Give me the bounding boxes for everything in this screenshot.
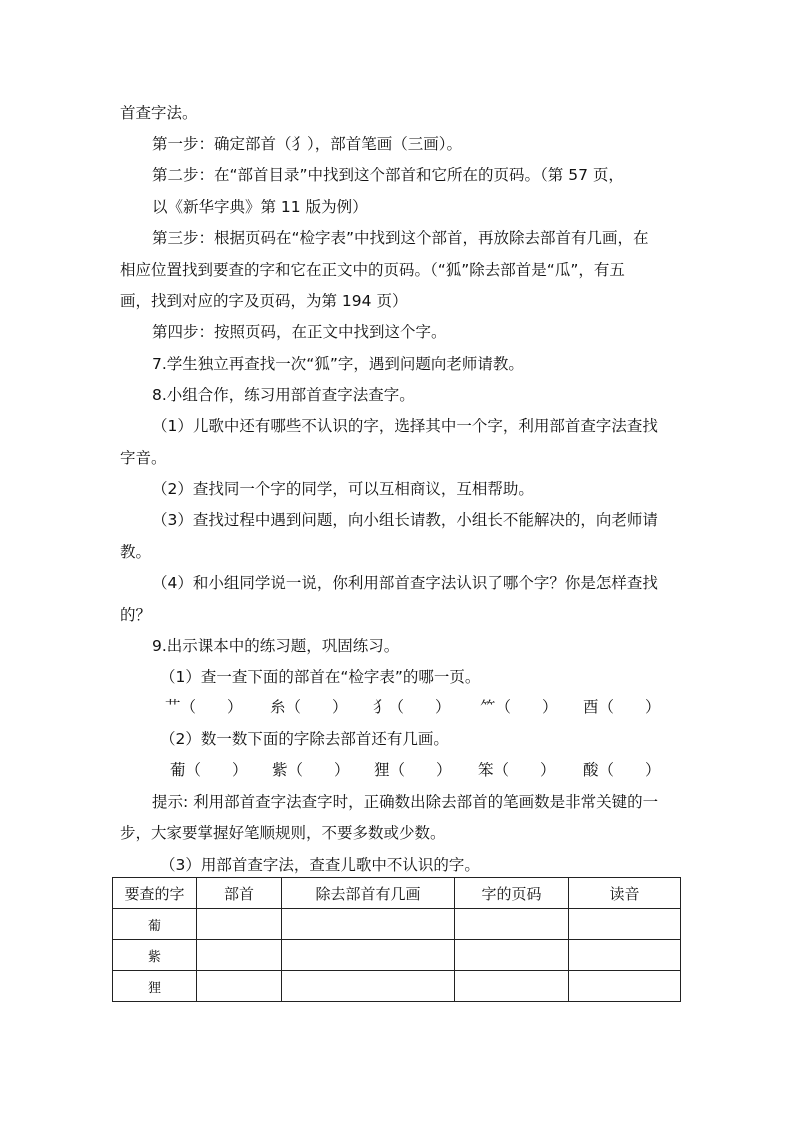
text-line: 首查字法。 — [120, 104, 198, 122]
item-8-2: （2）查找同一个字的同学，可以互相商议，互相帮助。 — [152, 480, 534, 498]
table-header: 除去部首有几画 — [282, 878, 455, 909]
table-cell — [282, 909, 455, 940]
table-cell — [197, 940, 282, 971]
radical-blank: 艹（ ） — [165, 698, 243, 716]
char-blank: 葡（ ） — [170, 761, 248, 779]
table-cell — [569, 971, 681, 1002]
table-cell — [197, 971, 282, 1002]
item-9-1: （1）查一查下面的部首在“检字表”的哪一页。 — [160, 668, 481, 686]
table-row — [113, 971, 681, 1002]
step-four: 第四步：按照页码，在正文中找到这个字。 — [152, 323, 447, 341]
char-blank: 酸（ ） — [583, 761, 661, 779]
step-two: 第二步：在“部首目录”中找到这个部首和它所在的页码。（第 57 页， — [152, 166, 624, 184]
item-8-3: （3）查找过程中遇到问题，向小组长请教，小组长不能解决的，向老师请 — [152, 511, 658, 529]
table-cell-char: 葡 — [113, 909, 197, 940]
table-cell — [455, 909, 569, 940]
step-three: 第三步：根据页码在“检字表”中找到这个部首，再放除去部首有几画，在 — [152, 229, 649, 247]
hint: 提示: 利用部首查字法查字时，正确数出除去部首的笔画数是非常关键的一 — [152, 793, 659, 811]
table-cell — [197, 909, 282, 940]
item-8-4-cont: 的？ — [120, 606, 152, 624]
item-9: 9.出示课本中的练习题，巩固练习。 — [152, 637, 400, 655]
step-two-cont: 以《新华字典》第 11 版为例） — [152, 198, 368, 216]
item-9-3: （3）用部首查字法，查查儿歌中不认识的字。 — [160, 856, 480, 874]
radical-blank: ⺮（ ） — [480, 698, 558, 716]
radical-blank: 犭（ ） — [373, 698, 451, 716]
item-9-2: （2）数一数下面的字除去部首还有几画。 — [160, 730, 449, 748]
table-header-row — [113, 878, 681, 909]
table-cell-char: 狸 — [113, 971, 197, 1002]
char-blanks-row — [0, 760, 794, 780]
step-one: 第一步：确定部首（犭），部首笔画（三画）。 — [152, 135, 463, 153]
char-blank: 狸（ ） — [374, 761, 452, 779]
table-row — [113, 909, 681, 940]
table-cell — [455, 940, 569, 971]
table-header: 部首 — [197, 878, 282, 909]
item-8-3-cont: 教。 — [120, 543, 152, 561]
radical-blank: 酉（ ） — [583, 698, 661, 716]
table-cell — [282, 971, 455, 1002]
table-header: 读音 — [569, 878, 681, 909]
step-three-cont: 相应位置找到要查的字和它在正文中的页码。（“狐”除去部首是“瓜”，有五 — [120, 261, 625, 279]
char-blank: 紫（ ） — [272, 761, 350, 779]
step-three-cont: 画，找到对应的字及页码，为第 194 页） — [120, 292, 408, 310]
item-8-4: （4）和小组同学说一说，你利用部首查字法认识了哪个字？你是怎样查找 — [152, 574, 658, 592]
table-cell — [569, 940, 681, 971]
radical-blanks-row — [0, 697, 794, 717]
item-8-1: （1）儿歌中还有哪些不认识的字，选择其中一个字，利用部首查字法查找 — [152, 417, 658, 435]
table-cell — [455, 971, 569, 1002]
lookup-table — [112, 877, 681, 1002]
char-blank: 笨（ ） — [478, 761, 556, 779]
table-cell — [569, 909, 681, 940]
table-cell-char: 紫 — [113, 940, 197, 971]
radical-blank: 糸（ ） — [270, 698, 348, 716]
hint-cont: 步，大家要掌握好笔顺规则，不要多数或少数。 — [120, 824, 446, 842]
item-8-1-cont: 字音。 — [120, 449, 167, 467]
table-cell — [282, 940, 455, 971]
item-8: 8.小组合作，练习用部首查字法查字。 — [152, 386, 415, 404]
table-row — [113, 940, 681, 971]
table-header: 字的页码 — [455, 878, 569, 909]
item-7: 7.学生独立再查找一次“狐”字，遇到问题向老师请教。 — [152, 355, 524, 373]
table-header: 要查的字 — [113, 878, 197, 909]
